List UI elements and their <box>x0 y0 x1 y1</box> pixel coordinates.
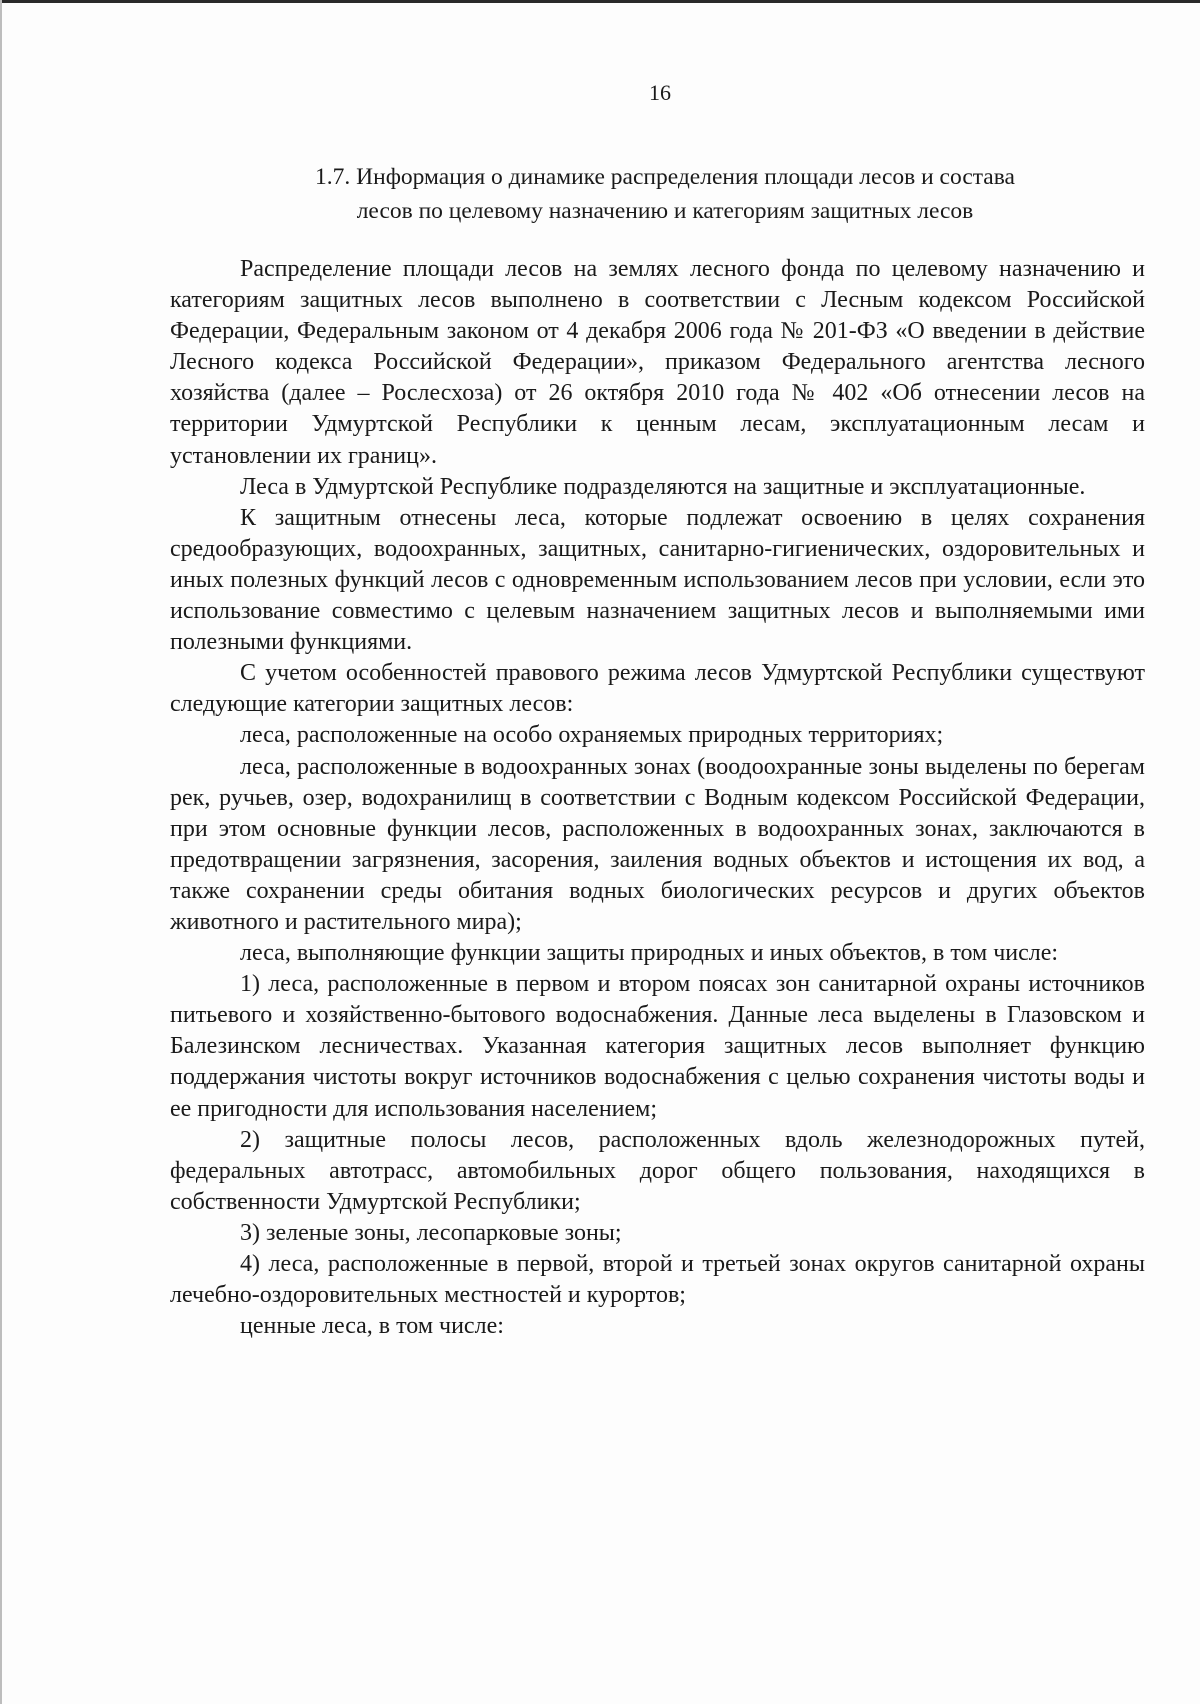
list-item-protection-functions: леса, выполняющие функции защиты природных и иных объектов, в том числе: <box>240 940 1059 967</box>
list-item-green-zones: 3) зеленые зоны, лесопарковые зоны; <box>240 1219 622 1246</box>
paragraph-protective-definition: К защитным отнесены леса, которые подлежат освоению в целях сохранения средообразующих, водоохранных, защитных, санитарно-гигиенических, оздоровительных и иных полезных функций лесов с одновременным использованием лесов при условии, если это использование совместимо с целевым назначением защитных лесов и выполняемыми ими полезными функциями. <box>170 504 1145 656</box>
scan-edge-top <box>0 0 1200 3</box>
list-item-valuable-forests: ценные леса, в том числе: <box>240 1313 504 1340</box>
section-heading <box>170 160 1160 228</box>
list-item-protected-territories: леса, расположенные на особо охраняемых природных территориях; <box>240 722 944 749</box>
list-item-sanitary-zones: 1) леса, расположенные в первом и втором поясах зон санитарной охраны источников питьевого и хозяйственно-бытового водоснабжения. Данные леса выделены в Глазовском и Балезинском лесничествах. Указанная категория защитных лесов выполняет функцию поддержания чистоты вокруг источников водоснабжения с целью сохранения чистоты воды и ее пригодности для использования населением; <box>170 971 1145 1122</box>
paragraph-categories-intro: С учетом особенностей правового режима лесов Удмуртской Республики существуют следующие категории защитных лесов: <box>170 660 1145 718</box>
list-item-water-protection-zones: леса, расположенные в водоохранных зонах (воодоохранные зоны выделены по берегам рек, ручьев, озер, водохранилищ в соответствии с Водным кодексом Российской Федерации, при этом основные функции лесов, расположенных в водоохранных зонах, заключаются в предотвращении загрязнения, засорения, заиления водных объектов и истощения их вод, а также сохранении среды обитания водных биологических ресурсов и других объектов животного и растительного мира); <box>170 753 1145 935</box>
section-heading-line-2: лесов по целевому назначению и категориям защитных лесов <box>356 198 974 224</box>
body-text <box>170 254 1145 1342</box>
paragraph-forest-division: Леса в Удмуртской Республике подразделяются на защитные и эксплуатационные. <box>240 473 1086 500</box>
section-heading-line-1: 1.7. Информация о динамике распределения площади лесов и состава <box>315 164 1015 190</box>
page-number: 16 <box>649 80 671 105</box>
scan-edge-left <box>0 0 2 1704</box>
list-item-resort-zones: 4) леса, расположенные в первой, второй и третьей зонах округов санитарной охраны лечебно-оздоровительных местностей и курортов; <box>170 1251 1145 1309</box>
paragraph-distribution: Распределение площади лесов на землях лесного фонда по целевому назначению и категориям защитных лесов выполнено в соответствии с Лесным кодексом Российской Федерации, Федеральным законом от 4 декабря 2006 года № 201-ФЗ «О введении в действие Лесного кодекса Российской Федерации», приказом Федерального агентства лесного хозяйства (далее – Рослесхоза) от 26 октября 2010 года № 402 «Об отнесении лесов на территории Удмуртской Республики к ценным лесам, эксплуатационным лесам и установлении их границ». <box>170 256 1145 469</box>
list-item-protective-strips: 2) защитные полосы лесов, расположенных вдоль железнодорожных путей, федеральных автотрасс, автомобильных дорог общего пользования, находящихся в собственности Удмуртской Республики; <box>170 1126 1145 1215</box>
